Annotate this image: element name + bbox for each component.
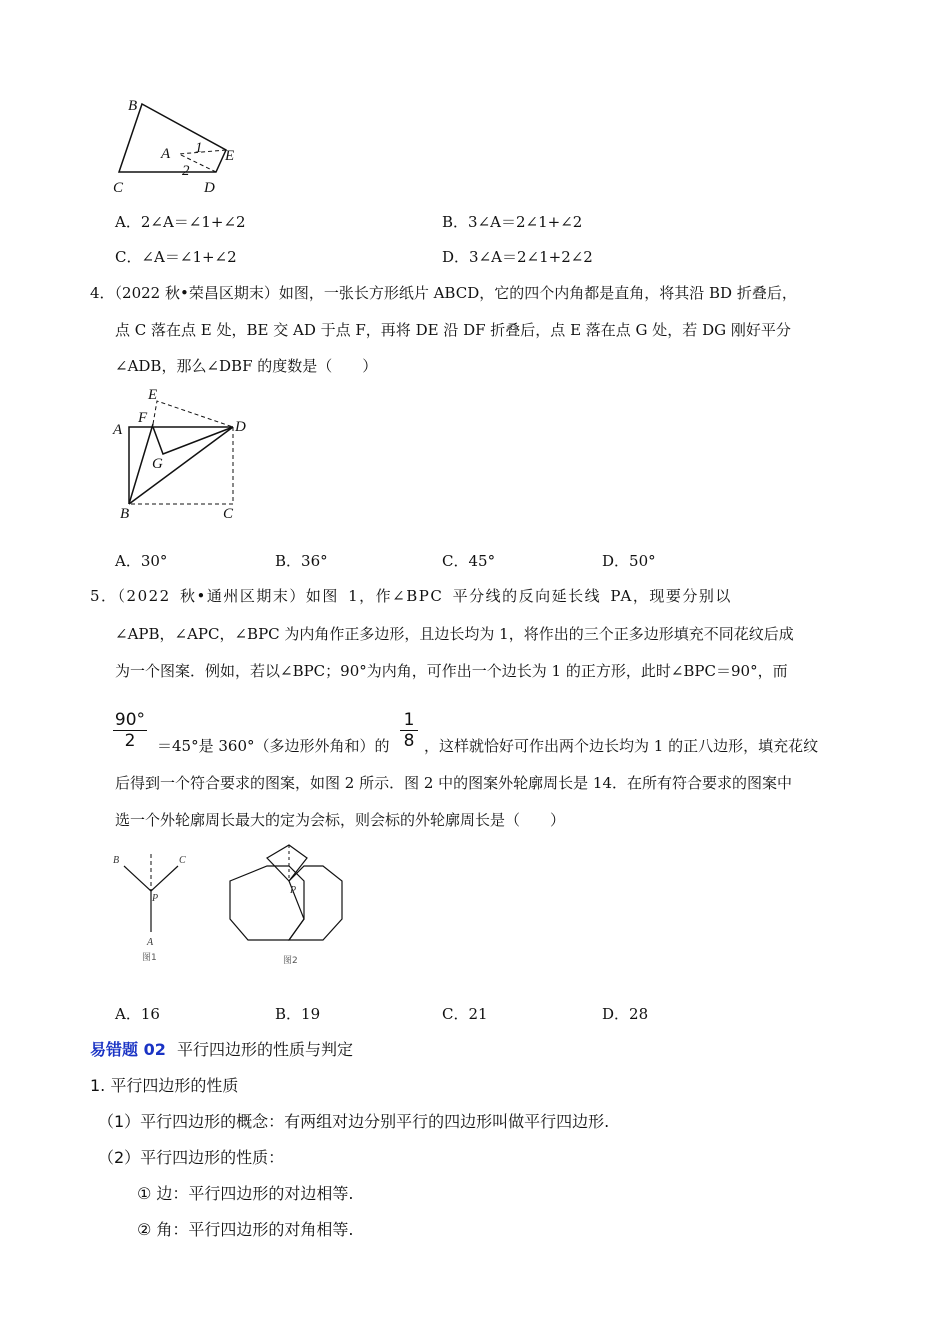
q4-line2: 点 C 落在点 E 处，BE 交 AD 于点 F，再将 DE 沿 DF 折叠后，点 E 落在点 G 处，若 DG 刚好平分 bbox=[115, 321, 791, 339]
q5-fig1-ray-PC bbox=[151, 866, 178, 891]
q4-label-F: F bbox=[138, 410, 148, 426]
q5-fraction-90-over-2 bbox=[113, 710, 147, 751]
section-p2: （2）平行四边形的性质： bbox=[98, 1148, 285, 1167]
section-p4: ② 角：平行四边形的对角相等. bbox=[137, 1220, 354, 1239]
q5-fig2-octagon-right bbox=[289, 866, 342, 940]
section-h1: 1. 平行四边形的性质 bbox=[90, 1076, 239, 1095]
section-p1: （1）平行四边形的概念：有两组对边分别平行的四边形叫做平行四边形. bbox=[98, 1112, 610, 1131]
q4-folded-G bbox=[153, 427, 233, 454]
q5-figure-2 bbox=[205, 838, 375, 972]
q3-label-A: A bbox=[161, 146, 171, 162]
q3-label-angle1: 1 bbox=[195, 140, 203, 156]
q5-line1: 5．（2022 秋•通州区期末）如图 1，作∠BPC 平分线的反向延长线 PA，现要分别以 bbox=[90, 587, 732, 605]
q5-line4-mid: ＝45°是 360°（多边形外角和）的 bbox=[157, 737, 390, 755]
q4-option-c[interactable]: C．45° bbox=[442, 552, 496, 570]
q5-fig2-caption: 图2 bbox=[283, 956, 298, 966]
q5-fig1-ray-PB bbox=[124, 866, 151, 891]
q3-label-D: D bbox=[204, 180, 215, 196]
q5-fig1-label-P: P bbox=[152, 893, 159, 904]
q4-label-B: B bbox=[120, 506, 130, 522]
q4-option-a[interactable]: A．30° bbox=[115, 552, 168, 570]
q5-fraction-1-over-8 bbox=[400, 710, 418, 751]
q5-fig1-label-B: B bbox=[113, 855, 120, 866]
q3-label-C: C bbox=[113, 180, 124, 196]
q5-line2: ∠APB，∠APC，∠BPC 为内角作正多边形，且边长均为 1，将作出的三个正多边形填充不同花纹后成 bbox=[115, 625, 794, 643]
q4-label-D: D bbox=[235, 419, 246, 435]
q3-label-E: E bbox=[225, 148, 235, 164]
q5-fig1-label-C: C bbox=[179, 855, 186, 866]
q4-line1: 4．（2022 秋•荣昌区期末）如图，一张长方形纸片 ABCD，它的四个内角都是直角，将其沿 BD 折叠后， bbox=[90, 284, 797, 302]
q5-option-d[interactable]: D．28 bbox=[602, 1005, 649, 1023]
q4-line-BF bbox=[129, 424, 153, 504]
q5-frac2-numerator: 1 bbox=[403, 710, 415, 730]
q3-label-B: B bbox=[128, 98, 138, 114]
q3-option-c[interactable]: C．∠A＝∠1+∠2 bbox=[115, 248, 237, 266]
q5-line4-end: ，这样就恰好可作出两个边长均为 1 的正八边形，填充花纹 bbox=[424, 737, 819, 755]
q3-fold-line-top bbox=[179, 150, 226, 154]
section-p3: ① 边：平行四边形的对边相等. bbox=[137, 1184, 354, 1203]
q5-frac2-denominator: 8 bbox=[403, 731, 415, 751]
section-heading bbox=[90, 1040, 353, 1060]
q5-figure-1 bbox=[108, 846, 198, 968]
q4-label-A: A bbox=[113, 422, 123, 438]
q4-label-E: E bbox=[148, 387, 158, 403]
section-tag: 易错题 02 bbox=[90, 1040, 166, 1059]
q5-line5: 后得到一个符合要求的图案，如图 2 所示．图 2 中的图案外轮廓周长是 14．在所有符合要求的图案中 bbox=[115, 774, 793, 792]
q5-fig2-square bbox=[267, 845, 307, 881]
q3-option-d[interactable]: D．3∠A＝2∠1+2∠2 bbox=[442, 248, 593, 266]
q5-frac1-numerator: 90° bbox=[114, 710, 146, 730]
q5-line6: 选一个外轮廓周长最大的定为会标，则会标的外轮廓周长是（ ） bbox=[115, 811, 566, 829]
q5-option-a[interactable]: A．16 bbox=[115, 1005, 160, 1023]
q4-option-d[interactable]: D．50° bbox=[602, 552, 656, 570]
q3-figure bbox=[105, 92, 255, 204]
q3-option-b[interactable]: B．3∠A＝2∠1+∠2 bbox=[442, 213, 583, 231]
q5-fig1-caption: 图1 bbox=[142, 953, 157, 963]
q5-option-b[interactable]: B．19 bbox=[275, 1005, 321, 1023]
q4-line3: ∠ADB，那么∠DBF 的度数是（ ） bbox=[115, 357, 378, 375]
q3-quadrilateral bbox=[119, 104, 226, 172]
q4-option-b[interactable]: B．36° bbox=[275, 552, 328, 570]
q4-label-C: C bbox=[223, 506, 234, 522]
q5-fig1-label-A: A bbox=[147, 937, 154, 948]
q4-folded-E bbox=[153, 401, 233, 427]
q5-fig2-label-P: P bbox=[290, 885, 297, 896]
q3-option-a[interactable]: A．2∠A＝∠1+∠2 bbox=[115, 213, 246, 231]
q4-diagonal-BD bbox=[129, 427, 233, 504]
q5-line3: 为一个图案．例如，若以∠BPC；90°为内角，可作出一个边长为 1 的正方形，此时∠BPC＝90°，而 bbox=[115, 662, 788, 680]
q3-label-angle2: 2 bbox=[182, 163, 190, 179]
q4-figure bbox=[105, 384, 265, 526]
section-title: 平行四边形的性质与判定 bbox=[176, 1040, 353, 1059]
q4-label-G: G bbox=[152, 456, 163, 472]
q5-option-c[interactable]: C．21 bbox=[442, 1005, 488, 1023]
q5-frac1-denominator: 2 bbox=[124, 731, 136, 751]
